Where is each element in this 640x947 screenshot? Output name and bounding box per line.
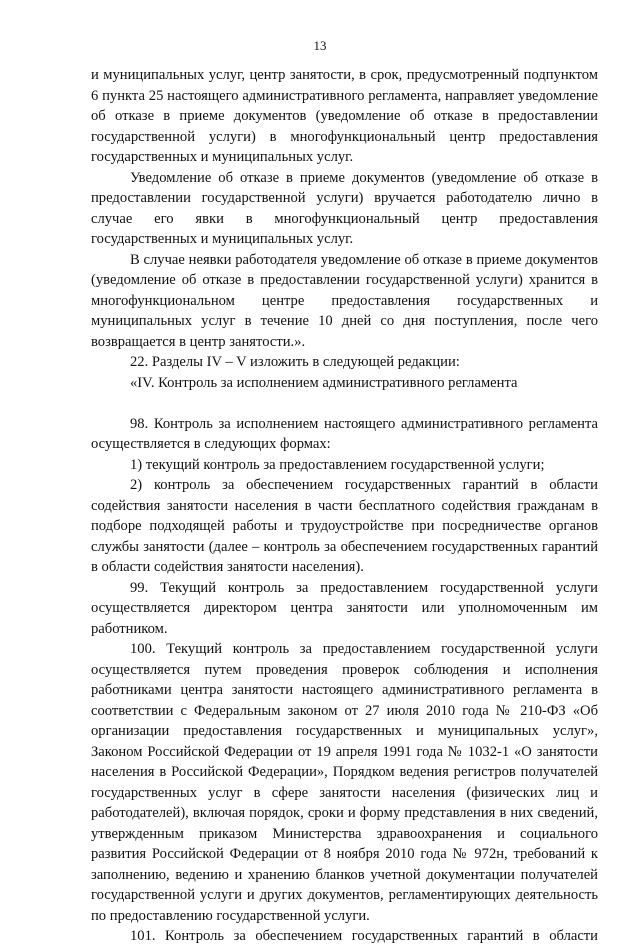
list-item-2: 2) контроль за обеспечением государственных гарантий в области содействия занятости населения в части бесплатного содействия гражданам в подборе подходящей работы и трудоустройстве при посредничестве органов службы занятости (далее – контроль за обеспечением государственных гарантий в области содействия занятости населения). bbox=[91, 477, 598, 575]
paragraph-3: В случае неявки работодателя уведомление об отказе в приеме документов (уведомление об отказе в предоставлении государственной услуги) хранится в многофункциональном центре предоставления государственных и муниципальных услуг в течение 10 дней со дня поступления, после чего возвращается в центр занятости.». bbox=[91, 251, 598, 350]
paragraph-99: 99. Текущий контроль за предоставлением государственной услуги осуществляется директором центра занятости или уполномоченным им работником. bbox=[91, 579, 598, 637]
list-item-1: 1) текущий контроль за предоставлением государственной услуги; bbox=[130, 456, 545, 473]
section-heading: «IV. Контроль за исполнением административного регламента bbox=[130, 374, 518, 391]
paragraph-100: 100. Текущий контроль за предоставлением государственной услуги осуществляется путем проведения проверок соблюдения и исполнения работниками центра занятости настоящего административного регламента в соответствии с Федеральным законом от 27 июля 2010 года № 210-ФЗ «Об организации предоставления государственных и муниципальных услуг», Законом Российской Федерации от 19 апреля 1991 года № 1032-1 «О занятости населения в Российской Федерации», Порядком ведения регистров получателей государственных услуг в сфере занятости населения (физических лиц и работодателей), включая порядок, сроки и форму представления в них сведений, утвержденным приказом Министерства здравоохранения и социального развития Российской Федерации от 8 ноября 2010 года № 972н, требований к заполнению, ведению и хранению бланков учетной документации получателей государственной услуги и других документов, регламентирующих деятельность по предоставлению государственной услуги. bbox=[91, 641, 598, 924]
paragraph-1: и муниципальных услуг, центр занятости, в срок, предусмотренный подпунктом 6 пункта 25 настоящего административного регламента, направляет уведомление об отказе в приеме документов (уведомление об отказе в предоставлении государственной услуги) в многофункциональный центр предоставления государственных и муниципальных услуг. bbox=[91, 67, 598, 165]
document-body bbox=[91, 65, 598, 947]
paragraph-101: 101. Контроль за обеспечением государственных гарантий в области bbox=[130, 928, 598, 944]
paragraph-98: 98. Контроль за исполнением настоящего административного регламента осуществляется в следующих формах: bbox=[91, 415, 598, 452]
paragraph-amendment-22: 22. Разделы IV – V изложить в следующей редакции: bbox=[130, 354, 460, 370]
blank-line bbox=[91, 393, 598, 414]
page-number: 13 bbox=[313, 38, 327, 53]
paragraph-2: Уведомление об отказе в приеме документов (уведомление об отказе в предоставлении государственной услуги) вручается работодателю лично в случае его явки в многофункциональный центр предоставления государственных и муниципальных услуг. bbox=[91, 169, 598, 247]
